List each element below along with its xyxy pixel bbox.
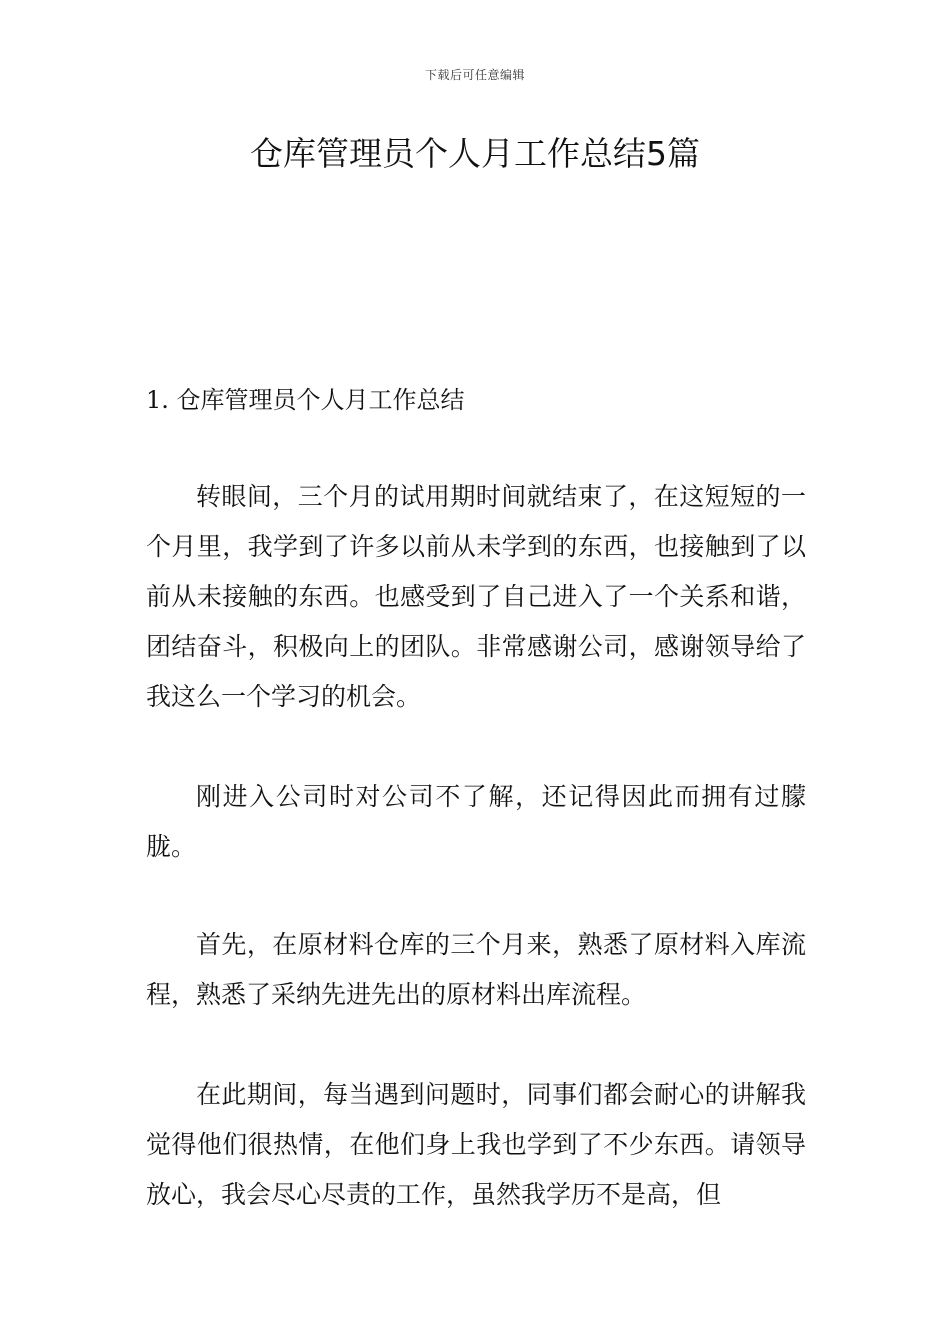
paragraph-3: 首先，在原材料仓库的三个月来，熟悉了原材料入库流程，熟悉了采纳先进先出的原材料出库流程。: [146, 930, 806, 1009]
paragraph-2: 刚进入公司时对公司不了解，还记得因此而拥有过朦胧。: [146, 782, 806, 861]
paragraph-4: 在此期间，每当遇到问题时，同事们都会耐心的讲解我觉得他们很热情，在他们身上我也学到了不少东西。请领导放心，我会尽心尽责的工作，虽然我学历不是高，但: [146, 1080, 806, 1209]
header-note: 下载后可任意编辑: [424, 68, 525, 82]
document-title: 仓库管理员个人月工作总结5篇: [250, 134, 700, 173]
paragraph-1: 转眼间，三个月的试用期时间就结束了，在这短短的一个月里，我学到了许多以前从未学到的东西，也接触到了以前从未接触的东西。也感受到了自己进入了一个关系和谐，团结奋斗，积极向上的团队。非常感谢公司，感谢领导给了我这么一个学习的机会。: [146, 482, 806, 711]
section-heading: 1. 仓库管理员个人月工作总结: [146, 386, 465, 414]
